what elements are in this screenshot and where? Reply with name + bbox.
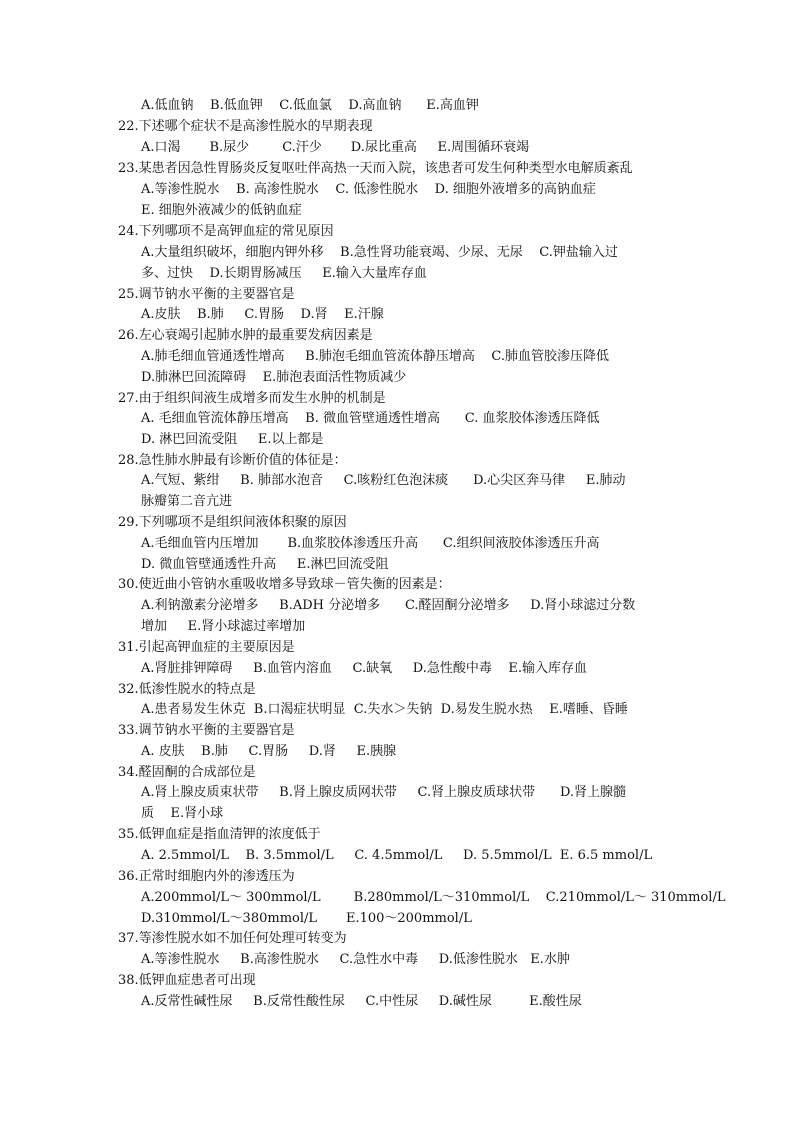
question-33: 33.调节钠水平衡的主要器官是	[118, 723, 295, 738]
option-line: A.大量组织破坏，细胞内钾外移 B.急性肾功能衰竭、少尿、无尿 C.钾盐输入过	[141, 245, 618, 260]
option-line: A. 毛细血管流体静压增高 B. 微血管壁通透性增高 C. 血浆胶体渗透压降低	[141, 411, 600, 426]
option-line: D. 微血管壁通透性升高 E.淋巴回流受阻	[141, 557, 389, 572]
question-32: 32.低渗性脱水的特点是	[118, 682, 256, 697]
question-37: 37.等渗性脱水如不加任何处理可转变为	[118, 931, 347, 946]
option-line: A.气短、紫绀 B. 肺部水泡音 C.咳粉红色泡沫痰 D.心尖区奔马律 E.肺动	[141, 473, 626, 488]
question-31: 31.引起高钾血症的主要原因是	[118, 640, 295, 655]
option-line: A.口渴 B.尿少 C.汗少 D.尿比重高 E.周围循环衰竭	[141, 140, 530, 155]
question-36: 36.正常时细胞内外的渗透压为	[118, 869, 295, 884]
option-line: A. 皮肤 B.肺 C.胃肠 D.肾 E.胰腺	[141, 744, 397, 759]
option-line: D.310mmol/L～380mmol/L E.100～200mmol/L	[141, 911, 472, 926]
question-27: 27.由于组织间液生成增多而发生水肿的机制是	[118, 391, 386, 406]
question-24: 24.下列哪项不是高钾血症的常见原因	[118, 224, 334, 239]
option-line: A.肺毛细血管通透性增高 B.肺泡毛细血管流体静压增高 C.肺血管胶渗压降低	[141, 349, 610, 364]
question-25: 25.调节钠水平衡的主要器官是	[118, 287, 295, 302]
option-line: A.利钠激素分泌增多 B.ADH 分泌增多 C.醛固酮分泌增多 D.肾小球滤过分数	[141, 598, 636, 613]
question-23: 23.某患者因急性胃肠炎反复呕吐伴高热一天而入院，该患者可发生何种类型水电解质紊乱	[118, 161, 633, 176]
option-line: D. 淋巴回流受阻 E.以上都是	[141, 432, 324, 447]
option-line: A.患者易发生休克 B.口渴症状明显 C.失水＞失钠 D.易发生脱水热 E.嗜睡、昏睡	[141, 702, 628, 717]
option-line: E. 细胞外液减少的低钠血症	[141, 203, 302, 218]
option-line: 脉瓣第二音亢进	[141, 494, 233, 509]
option-line: D.肺淋巴回流障碍 E.肺泡表面活性物质减少	[141, 370, 407, 385]
question-38: 38.低钾血症患者可出现	[118, 973, 256, 988]
option-line: A.200mmol/L～ 300mmol/L B.280mmol/L～310mmol/L C.210mmol/L～ 310mmol/L	[141, 890, 726, 905]
option-line: A.毛细血管内压增加 B.血浆胶体渗透压升高 C.组织间液胶体渗透压升高	[141, 536, 600, 551]
option-line: A.皮肤 B.肺 C.胃肠 D.肾 E.汗腺	[141, 307, 384, 322]
option-line: 增加 E.肾小球滤过率增加	[141, 619, 306, 634]
question-28: 28.急性肺水肿最有诊断价值的体征是：	[118, 453, 347, 468]
question-30: 30.使近曲小管钠水重吸收增多导致球－管失衡的因素是：	[118, 577, 451, 592]
question-22: 22.下述哪个症状不是高渗性脱水的早期表现	[118, 119, 373, 134]
option-line: 多、过快 D.长期胃肠减压 E.输入大量库存血	[141, 266, 427, 281]
question-26: 26.左心衰竭引起肺水肿的最重要发病因素是	[118, 328, 373, 343]
option-line: A.低血钠 B.低血钾 C.低血氯 D.高血钠 E.高血钾	[141, 98, 479, 113]
option-line: A.等渗性脱水 B.高渗性脱水 C.急性水中毒 D.低渗性脱水 E.水肿	[141, 952, 570, 967]
option-line: A.反常性碱性尿 B.反常性酸性尿 C.中性尿 D.碱性尿 E.酸性尿	[141, 994, 582, 1009]
question-35: 35.低钾血症是指血清钾的浓度低于	[118, 827, 321, 842]
question-29: 29.下列哪项不是组织间液体积聚的原因	[118, 515, 347, 530]
question-34: 34.醛固酮的合成部位是	[118, 765, 256, 780]
option-line: A. 2.5mmol/L B. 3.5mmol/L C. 4.5mmol/L D. 5.5mmol/L E. 6.5 mmol/L	[141, 848, 653, 863]
option-line: A.等渗性脱水 B. 高渗性脱水 C. 低渗性脱水 D. 细胞外液增多的高钠血症	[141, 182, 596, 197]
option-line: A.肾脏排钾障碍 B.血管内溶血 C.缺氧 D.急性酸中毒 E.输入库存血	[141, 661, 588, 676]
option-line: A.肾上腺皮质束状带 B.肾上腺皮质网状带 C.肾上腺皮质球状带 D.肾上腺髓	[141, 785, 627, 800]
option-line: 质 E.肾小球	[141, 806, 224, 821]
